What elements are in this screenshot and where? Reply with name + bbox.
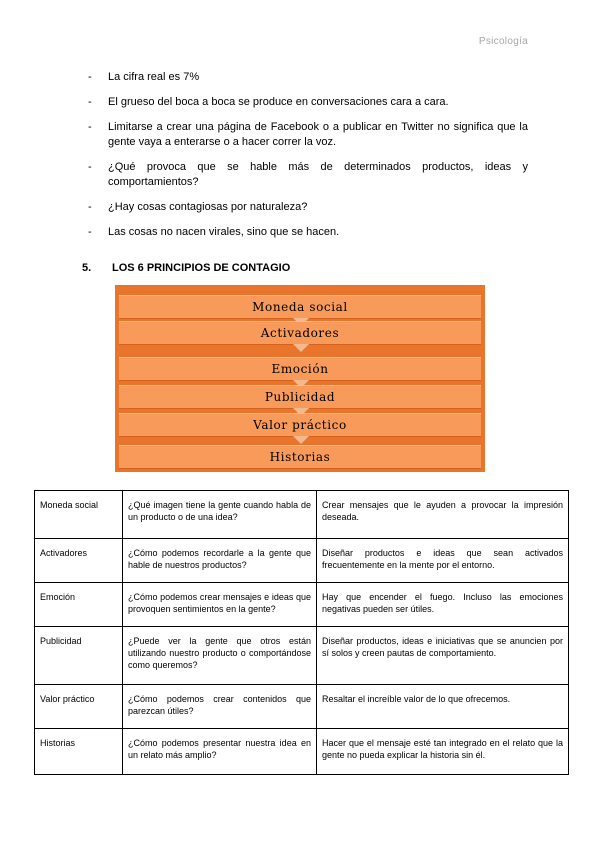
table-cell-strategy: Resaltar el increíble valor de lo que ofrecemos.	[317, 685, 569, 729]
list-item	[88, 120, 528, 150]
down-arrow-icon	[293, 436, 309, 444]
table-cell-question: ¿Cómo podemos crear mensajes e ideas que provoquen sentimientos en la gente?	[123, 583, 317, 627]
table-row	[35, 539, 569, 583]
table-cell-strategy: Diseñar productos, ideas e iniciativas que se anuncien por sí solos y creen pautas de comportamiento.	[317, 627, 569, 685]
bullet-dash: -	[88, 201, 92, 213]
table-cell-question: ¿Cómo podemos recordarle a la gente que hable de nuestros productos?	[123, 539, 317, 583]
bullet-dash: -	[88, 121, 92, 133]
list-item	[88, 225, 528, 240]
list-item-text: La cifra real es 7%	[108, 71, 200, 83]
table-cell-strategy: Diseñar productos e ideas que sean activados frecuentemente en la mente por el entorno.	[317, 539, 569, 583]
bullet-dash: -	[88, 226, 92, 238]
table-row	[35, 491, 569, 539]
diagram-step: Activadores	[119, 321, 481, 345]
list-item	[88, 160, 528, 190]
down-arrow-icon	[293, 344, 309, 352]
table-cell-principle: Historias	[35, 729, 123, 775]
table-row	[35, 583, 569, 627]
table-cell-question: ¿Puede ver la gente que otros están utilizando nuestro producto o comportándose como queremos?	[123, 627, 317, 685]
diagram-step: Moneda social	[119, 295, 481, 319]
diagram-step: Historias	[119, 445, 481, 469]
diagram-step: Publicidad	[119, 385, 481, 409]
table-row	[35, 627, 569, 685]
list-item-text: ¿Hay cosas contagiosas por naturaleza?	[108, 201, 308, 213]
list-item	[88, 95, 528, 110]
section-heading	[82, 262, 290, 274]
table-row	[35, 729, 569, 775]
table-cell-question: ¿Qué imagen tiene la gente cuando habla de un producto o de una idea?	[123, 491, 317, 539]
table-cell-principle: Valor práctico	[35, 685, 123, 729]
table-cell-principle: Moneda social	[35, 491, 123, 539]
list-item-text: El grueso del boca a boca se produce en conversaciones cara a cara.	[108, 96, 449, 108]
table-cell-principle: Activadores	[35, 539, 123, 583]
diagram-step: Emoción	[119, 357, 481, 381]
bullet-list	[88, 70, 528, 250]
table-cell-principle: Publicidad	[35, 627, 123, 685]
contagion-principles-diagram	[115, 285, 485, 472]
table-cell-principle: Emoción	[35, 583, 123, 627]
list-item	[88, 70, 528, 85]
section-title: LOS 6 PRINCIPIOS DE CONTAGIO	[112, 262, 291, 274]
table-cell-strategy: Hay que encender el fuego. Incluso las emociones negativas pueden ser útiles.	[317, 583, 569, 627]
table-cell-question: ¿Cómo podemos crear contenidos que parezcan útiles?	[123, 685, 317, 729]
diagram-step: Valor práctico	[119, 413, 481, 437]
list-item-text: Las cosas no nacen virales, sino que se hacen.	[108, 226, 340, 238]
bullet-dash: -	[88, 71, 92, 83]
page-header: Psicología	[478, 36, 528, 47]
bullet-dash: -	[88, 96, 92, 108]
table-cell-strategy: Hacer que el mensaje esté tan integrado en el relato que la gente no pueda explicar la historia sin él.	[317, 729, 569, 775]
list-item-text: Limitarse a crear una página de Facebook o a publicar en Twitter no significa que la gente vaya a enterarse o a hacer correr la voz.	[108, 121, 528, 148]
list-item-text: ¿Qué provoca que se hable más de determinados productos, ideas y comportamientos?	[108, 161, 528, 188]
list-item	[88, 200, 528, 215]
bullet-dash: -	[88, 161, 92, 173]
section-number: 5.	[82, 262, 92, 274]
table-cell-strategy: Crear mensajes que le ayuden a provocar la impresión deseada.	[317, 491, 569, 539]
table-row	[35, 685, 569, 729]
table-cell-question: ¿Cómo podemos presentar nuestra idea en un relato más amplio?	[123, 729, 317, 775]
principles-table	[34, 490, 569, 775]
